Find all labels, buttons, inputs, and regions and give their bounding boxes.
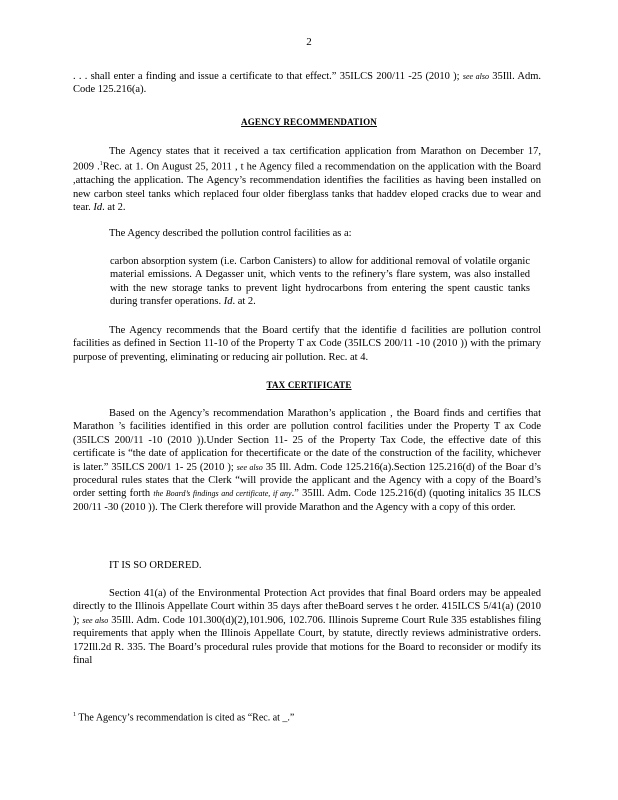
text: .” 35Ill. Adm. Code 125.216(d) (quoting initalics 35 ILCS 200/11 -30 (2010 )). The Clerk therefore will provide Marathon and the Agency with a copy of this order. xyxy=(73,488,542,513)
see-also: see also xyxy=(236,462,263,472)
footnote-text: The Agency’s recommendation is cited as “Rec. at _.” xyxy=(78,712,295,724)
paragraph-statute-quote xyxy=(73,70,541,97)
text: 35Ill. Adm. Code 101.300(d)(2),101.906, 102.706. Illinois Supreme Court Rule 335 establishes filing requirements that apply when the Illinois Appellate Court, by statute, directly reviews administrative orders. 172Ill.2d R. 335. The Board’s procedural rules provide that motions for the Board to reconsider or modify its final xyxy=(73,614,542,667)
text: Based on the Agency’s recommendation Marathon’s application , the Board finds and certifies that Marathon ’s facilities identified in this order are pollution control facilities under the Property T ax Code (35ILCS 200/11 -10 (2010 )).Under Section 11- 25 of the Property Tax Code, the effective date of this certificate is “the date of application for thecertificate or the date of the construction of the facility, whichever is later.” 35ILCS 200/1 1- 25 (2010 ); xyxy=(73,408,541,473)
text: 35Ill. Adm. Code 125.216(a). xyxy=(73,71,542,96)
see-also: see also xyxy=(462,72,490,81)
text: Rec. at 1. On August 25, 2011 , t he Agency filed a recommendation on the application with the Board ,attaching the application. The Agency’s recommendation identifies the facilities as having been installed on new carbon steel tanks which replaced four older fiberglass tanks that haddev eloped cracks due to wear and tear. xyxy=(73,161,541,214)
italic-quote: the Board’s findings and certificate, if any xyxy=(153,489,292,499)
paragraph-agency-described: The Agency described the pollution control facilities as a: xyxy=(109,228,352,239)
paragraph-board-finds xyxy=(73,407,541,514)
id-citation: Id xyxy=(223,296,233,308)
text: . at 2. xyxy=(232,296,256,308)
paragraph-agency-states xyxy=(73,145,541,215)
heading-agency-recommendation: AGENCY RECOMMENDATION xyxy=(241,117,377,127)
text: . . . shall enter a finding and issue a certificate to that effect.” 35ILCS 200/11 -25 (2010 ); xyxy=(73,71,460,82)
text: . at 2. xyxy=(102,202,126,214)
text: carbon absorption system (i.e. Carbon Canisters) to allow for additional removal of volatile organic material emissions. A Degasser unit, which vents to the refinery’s flare system, was also installed with the new storage tanks to prevent light hydrocarbons from entering the spent caustic tanks during transfer operations. xyxy=(110,256,530,308)
text: 35 Ill. Adm. Code 125.216(a).Section 125.216(d) of the Boar d’s procedural rules states that the Clerk “will provide the applicant and the Agency with a copy of the Board’s order setting forth xyxy=(73,461,541,500)
text: The Agency states that it received a tax certification application from Marathon on December 17, 2009 . xyxy=(73,146,541,173)
page-number: 2 xyxy=(306,36,312,48)
footnote xyxy=(73,712,294,723)
paragraph-appeal-notice xyxy=(73,587,541,667)
heading-tax-certificate: TAX CERTIFICATE xyxy=(266,380,352,390)
block-quote xyxy=(110,255,530,309)
paragraph-agency-recommends: The Agency recommends that the Board certify that the identifie d facilities are pollution control facilities as defined in Section 11-10 of the Property T ax Code (35ILCS 200/11 -10 (2010 )) with the primary purpose of preventing, eliminating or reducing air pollution. Rec. at 4. xyxy=(73,325,541,363)
footnote-ref: 1 xyxy=(99,161,103,168)
footnote-number: 1 xyxy=(73,712,76,718)
paragraph-so-ordered: IT IS SO ORDERED. xyxy=(109,560,202,571)
see-also: see also xyxy=(82,615,109,625)
text: Section 41(a) of the Environmental Protection Act provides that final Board orders may be appealed directly to the Illinois Appellate Court within 35 days after theBoard serves t he order. 415ILCS 5/41(a) (2010 ); xyxy=(73,588,541,626)
id-citation: Id xyxy=(93,202,103,214)
